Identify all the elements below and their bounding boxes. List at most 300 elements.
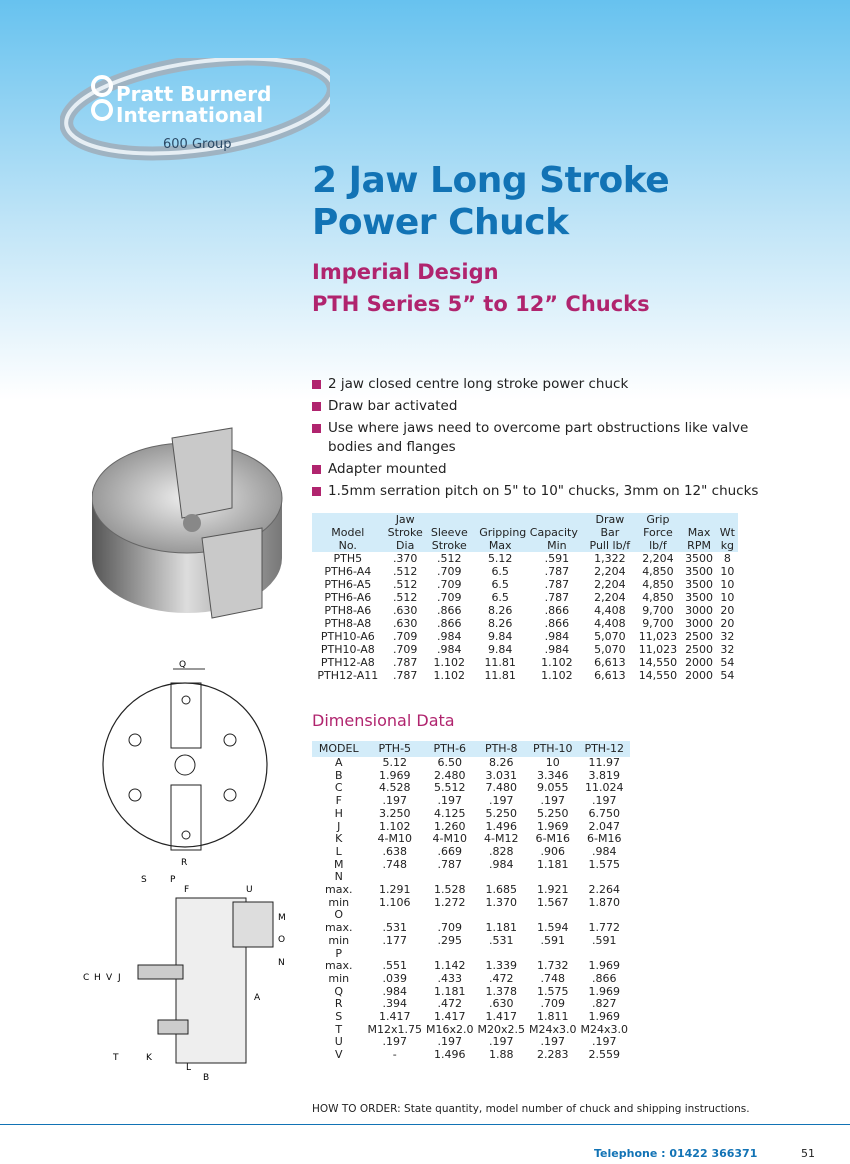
- table-cell: M24x3.0: [529, 1022, 577, 1036]
- table-cell: min: [328, 895, 350, 909]
- table-cell: 11.81: [484, 669, 516, 682]
- table-cell: 1.417: [434, 1010, 466, 1024]
- table-cell: .787: [544, 578, 570, 591]
- table-cell: 6.5: [491, 591, 509, 604]
- table-cell: B: [334, 768, 343, 782]
- table-cell: .197: [592, 1035, 617, 1049]
- table-cell: 8: [723, 552, 731, 565]
- table-cell: .984: [544, 643, 570, 656]
- header-cell: lb/f: [634, 539, 681, 552]
- header-cell: [681, 513, 716, 526]
- table-cell: 1.575: [588, 857, 620, 871]
- header-cell: Min: [529, 539, 586, 552]
- table-cell: .177: [382, 933, 407, 947]
- subtitle-line1: Imperial Design: [312, 260, 499, 284]
- subtitle-line2: PTH Series 5” to 12” Chucks: [312, 292, 650, 316]
- label-l: L: [186, 1063, 192, 1073]
- table-cell: .531: [489, 933, 514, 947]
- table-cell: .787: [544, 591, 570, 604]
- spec-header-row-1: [312, 513, 738, 526]
- header-cell: PTH-6: [424, 741, 476, 757]
- table-cell: PTH10-A6: [320, 630, 375, 643]
- table-row: [312, 821, 630, 834]
- table-cell: F: [335, 794, 342, 808]
- table-cell: 1.496: [434, 1048, 466, 1062]
- table-cell: .512: [437, 552, 462, 565]
- table-cell: 1.969: [588, 959, 620, 973]
- table-cell: 1.417: [485, 1010, 517, 1024]
- table-cell: 6,613: [594, 656, 626, 669]
- table-cell: .531: [382, 921, 407, 935]
- table-cell: PTH12-A8: [320, 656, 375, 669]
- table-cell: 3000: [685, 617, 714, 630]
- table-cell: 2,204: [594, 591, 626, 604]
- label-j: J: [118, 973, 121, 983]
- table-cell: 2,204: [594, 578, 626, 591]
- table-cell: max.: [325, 959, 353, 973]
- table-cell: M20x2.5: [477, 1022, 525, 1036]
- table-cell: 1.969: [588, 1010, 620, 1024]
- table-cell: 1.260: [434, 819, 466, 833]
- table-cell: 9,700: [642, 617, 674, 630]
- table-cell: 6.750: [588, 806, 620, 820]
- table-cell: 2000: [685, 669, 714, 682]
- table-row: [312, 669, 738, 682]
- table-cell: R: [334, 997, 343, 1011]
- table-cell: .197: [382, 794, 407, 808]
- table-row: [312, 909, 630, 922]
- feature-item: 2 jaw closed centre long stroke power chuck: [312, 375, 762, 394]
- table-cell: .787: [392, 656, 418, 669]
- table-cell: .472: [489, 971, 514, 985]
- table-cell: .433: [437, 971, 462, 985]
- header-cell: Max: [681, 526, 716, 539]
- table-cell: V: [334, 1048, 343, 1062]
- label-t: T: [113, 1053, 119, 1063]
- table-cell: 20: [720, 604, 735, 617]
- table-cell: M24x3.0: [580, 1022, 628, 1036]
- table-cell: U: [334, 1035, 343, 1049]
- table-cell: .984: [382, 984, 407, 998]
- table-cell: .748: [382, 857, 407, 871]
- table-row: [312, 833, 630, 846]
- label-f: F: [184, 885, 190, 895]
- table-cell: 1.370: [485, 895, 517, 909]
- table-cell: 5.250: [485, 806, 517, 820]
- table-row: [312, 884, 630, 897]
- company-logo: [60, 58, 330, 176]
- table-cell: .512: [392, 565, 418, 578]
- label-u: U: [246, 885, 253, 895]
- table-cell: 9.84: [487, 643, 513, 656]
- table-cell: C: [334, 781, 343, 795]
- table-cell: PTH12-A11: [317, 669, 379, 682]
- table-cell: 2.047: [588, 819, 620, 833]
- table-cell: .827: [592, 997, 617, 1011]
- header-cell: Grip: [634, 513, 681, 526]
- table-cell: 1.575: [537, 984, 569, 998]
- table-cell: 6-M16: [587, 832, 622, 846]
- table-cell: 1.102: [433, 669, 466, 682]
- label-q: Q: [179, 660, 187, 670]
- table-row: [312, 1011, 630, 1024]
- table-cell: PTH8-A8: [324, 617, 372, 630]
- table-cell: 9.055: [537, 781, 569, 795]
- table-cell: .394: [382, 997, 407, 1011]
- table-row: [312, 782, 630, 795]
- header-cell: Stroke: [427, 539, 472, 552]
- table-row: [312, 578, 738, 591]
- header-cell: Gripping Capacity: [472, 526, 585, 539]
- table-cell: 4,408: [594, 617, 626, 630]
- table-cell: 1.272: [434, 895, 466, 909]
- table-cell: O: [334, 908, 344, 922]
- label-n: N: [278, 958, 285, 968]
- table-cell: L: [335, 844, 342, 858]
- table-cell: 1.102: [541, 656, 573, 669]
- table-cell: .866: [544, 604, 570, 617]
- label-o: O: [278, 935, 286, 945]
- table-cell: 1.417: [379, 1010, 411, 1024]
- table-cell: .787: [437, 857, 462, 871]
- table-cell: 1,322: [594, 552, 626, 565]
- header-cell: Max: [472, 539, 529, 552]
- spec-header-row-2: [312, 526, 738, 539]
- header-cell: Stroke: [384, 526, 427, 539]
- table-cell: max.: [325, 921, 353, 935]
- table-cell: 3500: [685, 565, 714, 578]
- table-cell: 1.181: [434, 984, 466, 998]
- table-cell: 4-M10: [377, 832, 412, 846]
- table-cell: .748: [540, 971, 565, 985]
- table-cell: .197: [437, 794, 462, 808]
- label-h: H: [94, 973, 101, 983]
- table-cell: 1.811: [537, 1010, 569, 1024]
- table-cell: 5.12: [487, 552, 513, 565]
- table-cell: .551: [382, 959, 407, 973]
- table-cell: .984: [489, 857, 514, 871]
- spec-table: [312, 513, 738, 682]
- table-cell: .039: [382, 971, 407, 985]
- table-cell: 5.12: [382, 756, 407, 769]
- table-cell: .828: [489, 844, 514, 858]
- header-cell: [529, 513, 586, 526]
- table-cell: 1.594: [537, 921, 569, 935]
- table-cell: .197: [437, 1035, 462, 1049]
- header-cell: Model: [312, 526, 384, 539]
- table-cell: T: [335, 1022, 343, 1036]
- table-cell: .866: [437, 617, 462, 630]
- feature-item: Draw bar activated: [312, 397, 762, 416]
- table-row: [312, 656, 738, 669]
- how-to-order: HOW TO ORDER: State quantity, model number of chuck and shipping instructions.: [312, 1103, 750, 1115]
- dim-header-row: [312, 741, 630, 757]
- table-cell: .512: [392, 591, 418, 604]
- label-r: R: [181, 858, 188, 868]
- table-cell: 3500: [685, 591, 714, 604]
- table-cell: 9.84: [487, 630, 513, 643]
- header-cell: PTH-12: [579, 741, 631, 757]
- table-cell: N: [334, 870, 343, 884]
- table-cell: min: [328, 971, 350, 985]
- table-cell: 32: [720, 630, 735, 643]
- table-cell: .591: [592, 933, 617, 947]
- table-cell: 11.024: [585, 781, 624, 795]
- table-cell: 4.528: [379, 781, 411, 795]
- table-cell: PTH10-A8: [320, 643, 375, 656]
- table-cell: 2.480: [434, 768, 466, 782]
- table-cell: 1.496: [485, 819, 517, 833]
- table-cell: 4,850: [642, 578, 674, 591]
- header-cell: [427, 513, 472, 526]
- table-cell: min: [328, 933, 350, 947]
- table-row: [312, 897, 630, 910]
- table-cell: 1.685: [485, 883, 517, 897]
- table-row: [312, 1036, 630, 1049]
- table-cell: PTH6-A5: [324, 578, 372, 591]
- table-cell: Q: [334, 984, 344, 998]
- table-cell: 3.819: [588, 768, 620, 782]
- table-row: [312, 565, 738, 578]
- header-cell: kg: [717, 539, 738, 552]
- table-cell: 6,613: [594, 669, 626, 682]
- header-cell: Pull lb/f: [585, 539, 634, 552]
- table-cell: 3000: [685, 604, 714, 617]
- table-cell: .984: [437, 630, 462, 643]
- header-cell: Force: [634, 526, 681, 539]
- table-cell: .197: [489, 1035, 514, 1049]
- table-cell: H: [334, 806, 343, 820]
- label-a: A: [254, 993, 261, 1003]
- table-cell: 7.480: [485, 781, 517, 795]
- table-cell: 1.921: [537, 883, 569, 897]
- table-cell: 1.106: [379, 895, 411, 909]
- table-row: [312, 1024, 630, 1037]
- header-cell: [312, 513, 384, 526]
- table-row: [312, 871, 630, 884]
- table-cell: 4-M12: [484, 832, 519, 846]
- table-cell: .984: [544, 630, 570, 643]
- table-row: [312, 757, 630, 770]
- table-cell: .472: [437, 997, 462, 1011]
- page-subtitle: [312, 256, 650, 320]
- logo-group: 600 Group: [163, 137, 232, 152]
- table-cell: 6.50: [437, 756, 462, 769]
- table-cell: 11.97: [588, 756, 620, 769]
- footer-phone: Telephone : 01422 366371: [594, 1147, 758, 1160]
- table-cell: A: [334, 756, 343, 769]
- table-cell: PTH5: [333, 552, 363, 565]
- table-row: [312, 973, 630, 986]
- table-cell: .866: [544, 617, 570, 630]
- table-cell: 8.26: [489, 756, 514, 769]
- table-cell: 4.125: [434, 806, 466, 820]
- header-cell: PTH-5: [366, 741, 425, 757]
- table-cell: 1.969: [588, 984, 620, 998]
- header-cell: Sleeve: [427, 526, 472, 539]
- table-cell: .197: [382, 1035, 407, 1049]
- header-cell: [472, 513, 529, 526]
- label-p: P: [170, 875, 176, 885]
- table-cell: 4-M10: [432, 832, 467, 846]
- table-cell: 32: [720, 643, 735, 656]
- table-cell: 10: [545, 756, 560, 769]
- label-v: V: [106, 973, 113, 983]
- table-cell: 4,850: [642, 591, 674, 604]
- logo-line2: International: [116, 103, 264, 127]
- table-cell: .709: [437, 591, 462, 604]
- table-cell: 1.88: [489, 1048, 514, 1062]
- header-cell: PTH-10: [527, 741, 579, 757]
- table-cell: .591: [540, 933, 565, 947]
- table-cell: 4,408: [594, 604, 626, 617]
- header-cell: No.: [312, 539, 384, 552]
- table-row: [312, 948, 630, 961]
- table-cell: M16x2.0: [426, 1022, 474, 1036]
- table-cell: 2500: [685, 643, 714, 656]
- chuck-photo: [92, 418, 292, 628]
- table-cell: 1.102: [541, 669, 573, 682]
- table-cell: 2.283: [537, 1048, 569, 1062]
- table-cell: 1.102: [433, 656, 466, 669]
- table-cell: 2000: [685, 656, 714, 669]
- table-cell: .866: [437, 604, 462, 617]
- table-cell: .512: [392, 578, 418, 591]
- label-b: B: [203, 1073, 210, 1083]
- table-cell: .709: [437, 565, 462, 578]
- table-cell: .709: [392, 643, 418, 656]
- label-m: M: [278, 913, 286, 923]
- page-title: [312, 160, 669, 244]
- table-cell: J: [337, 819, 341, 833]
- table-cell: max.: [325, 883, 353, 897]
- table-row: [312, 604, 738, 617]
- table-cell: .787: [392, 669, 418, 682]
- table-row: [312, 935, 630, 948]
- table-cell: 10: [720, 565, 735, 578]
- dimension-table: [312, 741, 630, 1062]
- table-cell: 1.142: [434, 959, 466, 973]
- table-row: [312, 617, 738, 630]
- feature-item: Use where jaws need to overcome part obstructions like valve bodies and flanges: [312, 419, 762, 457]
- table-cell: .669: [437, 844, 462, 858]
- table-row: [312, 998, 630, 1011]
- table-cell: 14,550: [638, 656, 678, 669]
- table-cell: .295: [437, 933, 462, 947]
- table-cell: 11,023: [638, 630, 678, 643]
- table-cell: 1.969: [379, 768, 411, 782]
- header-cell: Bar: [585, 526, 634, 539]
- table-row: [312, 846, 630, 859]
- label-c: C: [83, 973, 90, 983]
- table-cell: 1.339: [485, 959, 517, 973]
- table-row: [312, 643, 738, 656]
- table-row: [312, 795, 630, 808]
- table-cell: .197: [592, 794, 617, 808]
- table-cell: 3.346: [537, 768, 569, 782]
- table-cell: 1.772: [588, 921, 620, 935]
- table-cell: 10: [720, 591, 735, 604]
- table-cell: .630: [392, 617, 418, 630]
- table-cell: 5.250: [537, 806, 569, 820]
- table-cell: .630: [392, 604, 418, 617]
- table-cell: 5,070: [594, 643, 626, 656]
- table-row: [312, 552, 738, 565]
- table-row: [312, 986, 630, 999]
- table-cell: 3500: [685, 552, 714, 565]
- table-cell: 2.559: [588, 1048, 620, 1062]
- label-s: S: [141, 875, 147, 885]
- table-cell: .984: [592, 844, 617, 858]
- label-k: K: [146, 1053, 152, 1063]
- table-cell: 8.26: [487, 617, 513, 630]
- front-view-drawing: [95, 655, 295, 870]
- table-cell: S: [335, 1010, 343, 1024]
- table-cell: P: [335, 946, 343, 960]
- header-cell: Jaw: [384, 513, 427, 526]
- table-cell: 10: [720, 578, 735, 591]
- table-cell: 1.567: [537, 895, 569, 909]
- table-cell: .984: [437, 643, 462, 656]
- table-cell: 14,550: [638, 669, 678, 682]
- table-cell: 54: [720, 656, 735, 669]
- table-cell: .638: [382, 844, 407, 858]
- table-cell: .709: [437, 578, 462, 591]
- table-cell: M: [334, 857, 344, 871]
- table-cell: .630: [489, 997, 514, 1011]
- table-cell: K: [335, 832, 343, 846]
- table-row: [312, 770, 630, 783]
- table-cell: 20: [720, 617, 735, 630]
- table-row: [312, 859, 630, 872]
- table-cell: 1.528: [434, 883, 466, 897]
- logo-line1: Pratt Burnerd: [116, 82, 272, 106]
- table-cell: .906: [540, 844, 565, 858]
- table-cell: 4,850: [642, 565, 674, 578]
- table-cell: .370: [392, 552, 418, 565]
- table-cell: 8.26: [487, 604, 513, 617]
- table-cell: PTH8-A6: [324, 604, 372, 617]
- table-cell: 9,700: [642, 604, 674, 617]
- table-row: [312, 1049, 630, 1062]
- table-cell: PTH6-A6: [324, 591, 372, 604]
- table-cell: 1.181: [537, 857, 569, 871]
- table-cell: 11.81: [484, 656, 516, 669]
- feature-item: Adapter mounted: [312, 460, 762, 479]
- dimensional-data-title: Dimensional Data: [312, 711, 455, 730]
- table-cell: 1.870: [588, 895, 620, 909]
- table-cell: 2.264: [588, 883, 620, 897]
- table-cell: .787: [544, 565, 570, 578]
- table-cell: 1.969: [537, 819, 569, 833]
- title-line1: 2 Jaw Long Stroke: [312, 160, 670, 201]
- table-cell: 1.102: [379, 819, 411, 833]
- header-cell: RPM: [681, 539, 716, 552]
- table-cell: 1.291: [379, 883, 411, 897]
- table-cell: 6.5: [491, 578, 509, 591]
- table-cell: .197: [540, 794, 565, 808]
- table-row: [312, 630, 738, 643]
- table-cell: 6-M16: [535, 832, 570, 846]
- title-line2: Power Chuck: [312, 202, 569, 243]
- header-cell: MODEL: [312, 741, 366, 757]
- table-cell: 3.031: [485, 768, 517, 782]
- table-cell: 2500: [685, 630, 714, 643]
- table-cell: 5.512: [434, 781, 466, 795]
- table-row: [312, 591, 738, 604]
- table-cell: 2,204: [642, 552, 674, 565]
- table-cell: 5,070: [594, 630, 626, 643]
